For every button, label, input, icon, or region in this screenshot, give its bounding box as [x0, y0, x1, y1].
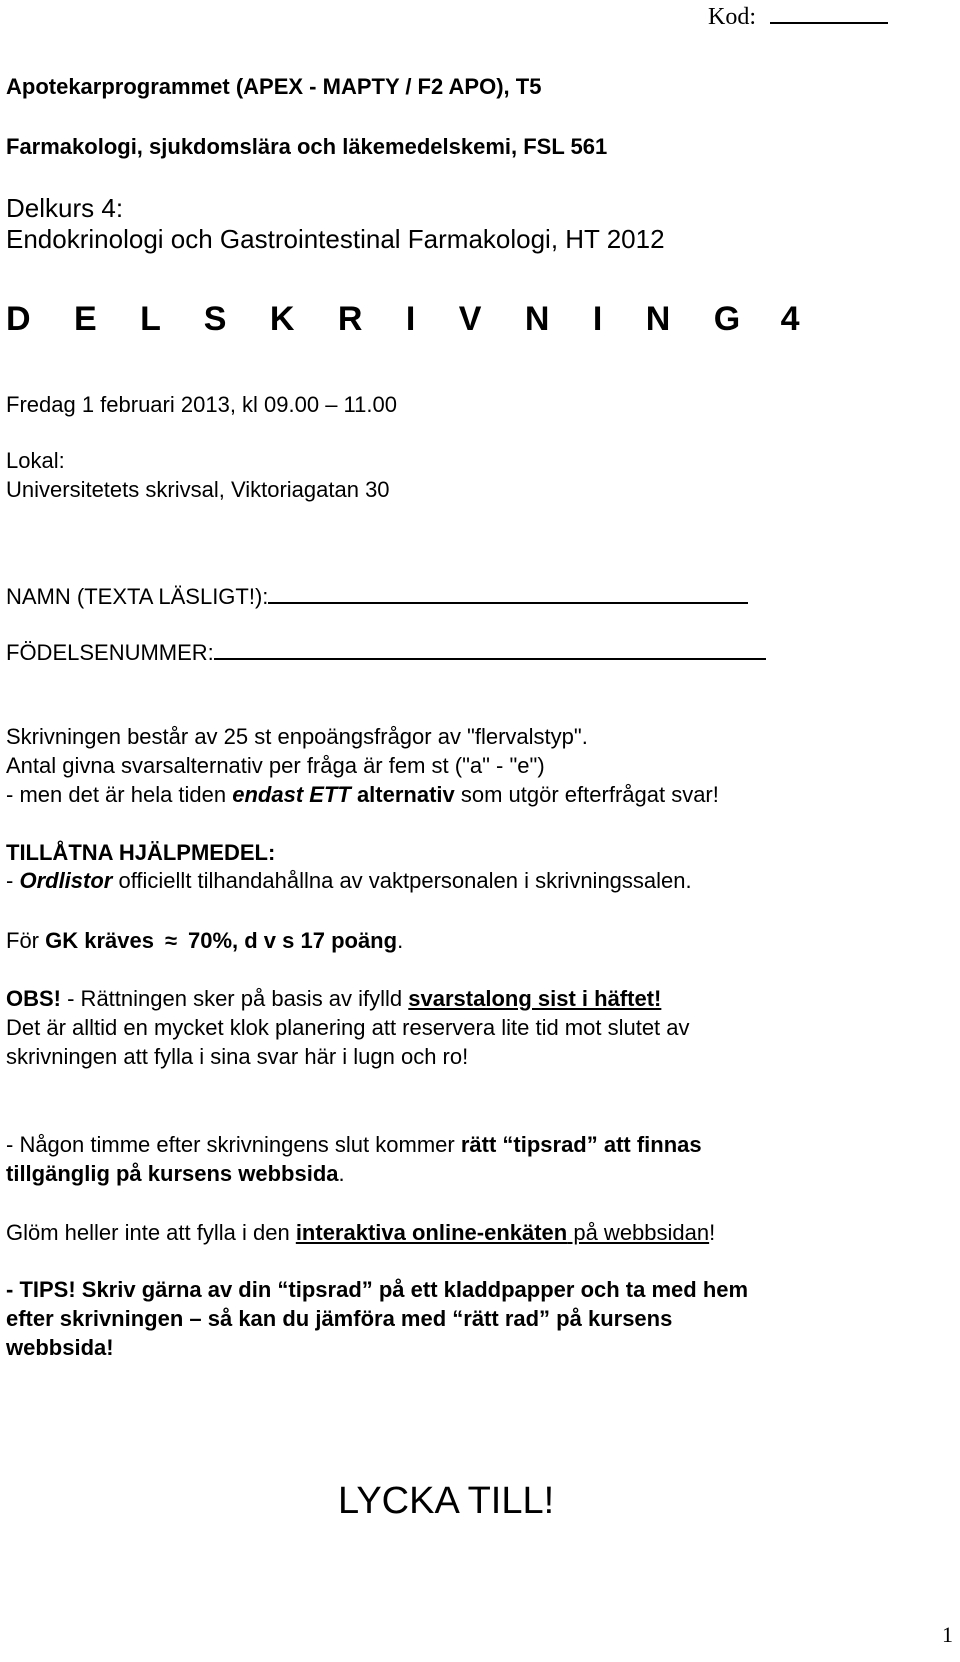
instruction-line-3-a: - men det är hela tiden [6, 782, 233, 807]
endast-ett: endast ETT [232, 782, 351, 807]
aids-dash: - [6, 868, 20, 893]
exam-date: Fredag 1 februari 2013, kl 09.00 – 11.00 [6, 392, 397, 417]
kod-label: Kod: [708, 4, 756, 30]
delkurs-label: Delkurs 4: [6, 193, 124, 223]
alternativ-bold: alternativ [350, 782, 455, 807]
survey-a: Glöm heller inte att fylla i den [6, 1220, 296, 1245]
tip2-line-1: - TIPS! Skriv gärna av din “tipsrad” på ett kladdpapper och ta med hem [6, 1277, 749, 1302]
survey-link-webbsidan[interactable]: på webbsidan [567, 1220, 710, 1245]
program-title: Apotekarprogrammet (APEX - MAPTY / F2 APO), T5 [6, 74, 542, 99]
name-label: NAMN (TEXTA LÄSLIGT!): [6, 584, 269, 609]
tips-line-1 [6, 1132, 702, 1158]
lokal-label: Lokal: [6, 448, 65, 473]
approx-icon: ≈ [164, 928, 178, 953]
instruction-line-2: Antal givna svarsalternativ per fråga är fem st ("a" - "e") [6, 753, 545, 778]
instruction-line-3-b: som utgör efterfrågat svar! [454, 782, 719, 807]
course-title: Farmakologi, sjukdomslära och läkemedelskemi, FSL 561 [6, 134, 608, 159]
obs-text: - Rättningen sker på basis av ifylld [61, 986, 409, 1011]
gk-dot: . [397, 928, 404, 953]
survey-end: ! [709, 1220, 716, 1245]
gk-bold: GK kräves [45, 928, 154, 953]
exam-number: 4 [780, 300, 800, 338]
tips-bold: rätt “tipsrad” att finnas [460, 1132, 702, 1157]
birth-label: FÖDELSENUMMER: [6, 640, 214, 665]
exam-heading [6, 300, 800, 339]
exam-heading-text: D E L S K R I V N I N G [6, 300, 758, 338]
instruction-line-1: Skrivningen består av 25 st enpoängsfrågor av "flervalstyp". [6, 724, 588, 749]
subject-title: Endokrinologi och Gastrointestinal Farmakologi, HT 2012 [6, 224, 665, 254]
aids-heading: TILLÅTNA HJÄLPMEDEL: [6, 840, 276, 865]
aids-rest: officiellt tilhandahållna av vaktpersonalen i skrivningssalen. [112, 868, 692, 893]
obs-underlined: svarstalong sist i häftet! [408, 986, 662, 1011]
obs-line-1 [6, 986, 661, 1012]
kod-line[interactable] [770, 2, 888, 24]
birth-field [6, 636, 766, 666]
kod-field [708, 2, 888, 31]
tips-line-2 [6, 1161, 345, 1187]
name-line[interactable] [268, 580, 748, 604]
obs-line-2: Det är alltid en mycket klok planering att reservera lite tid mot slutet av [6, 1015, 690, 1040]
gk-for: För [6, 928, 46, 953]
aids-line [6, 868, 692, 894]
survey-link-bold[interactable]: interaktiva online-enkäten [295, 1220, 568, 1245]
tip2-line-2: efter skrivningen – så kan du jämföra med “rätt rad” på kursens [6, 1306, 673, 1331]
gk-requirement [6, 928, 403, 954]
tips-a: - Någon timme efter skrivningens slut kommer [6, 1132, 461, 1157]
tip2-line-3: webbsida! [6, 1335, 114, 1360]
obs-label: OBS! [6, 986, 61, 1011]
closing-text: LYCKA TILL! [338, 1480, 555, 1522]
page-number: 1 [942, 1622, 953, 1647]
aids-ordlistor: Ordlistor [19, 868, 113, 893]
lokal-value: Universitetets skrivsal, Viktoriagatan 30 [6, 477, 390, 502]
birth-line[interactable] [214, 636, 766, 660]
tips-line-2-dot: . [338, 1161, 345, 1186]
tips-line-2-bold: tillgänglig på kursens webbsida [6, 1161, 339, 1186]
gk-value: 70%, d v s 17 poäng [187, 928, 398, 953]
name-field [6, 580, 748, 610]
obs-line-3: skrivningen att fylla i sina svar här i lugn och ro! [6, 1044, 469, 1069]
survey-line [6, 1220, 715, 1246]
instruction-line-3 [6, 782, 719, 808]
